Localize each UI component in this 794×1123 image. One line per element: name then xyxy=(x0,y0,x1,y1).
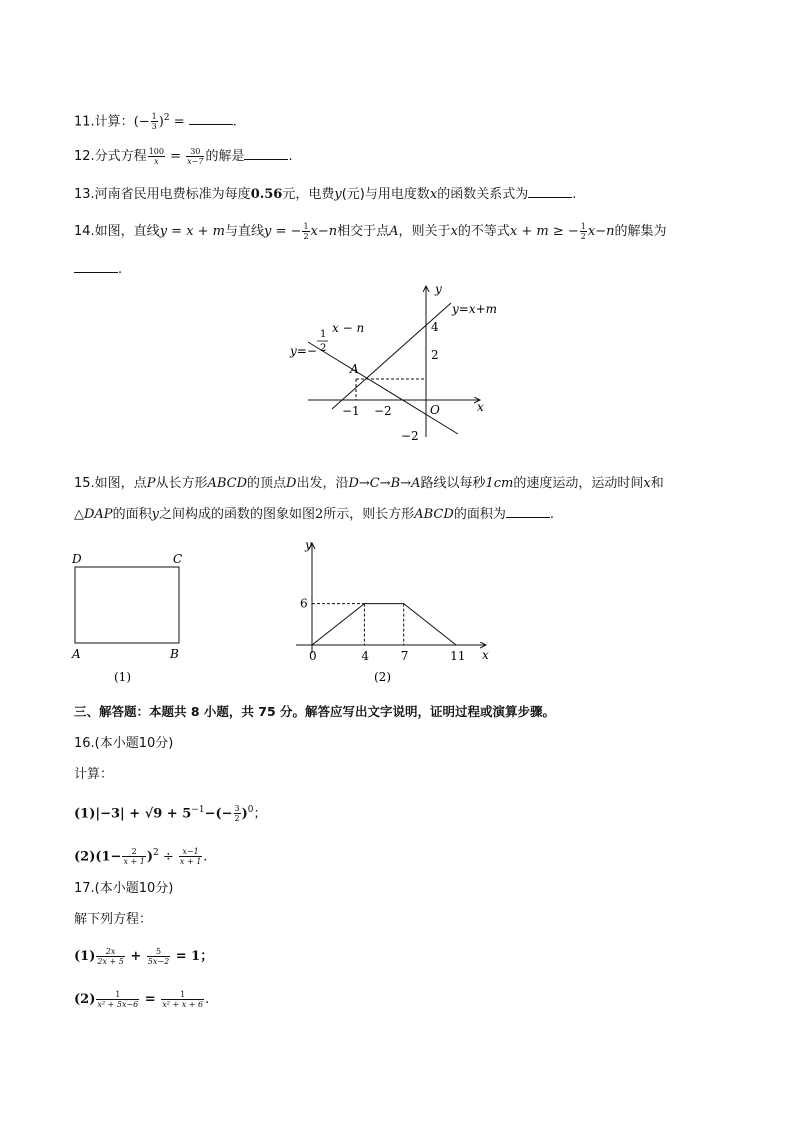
q16-p2-a: (2)(1− xyxy=(74,849,122,865)
q16-intro: 计算： xyxy=(74,767,114,782)
q11-end: . xyxy=(232,114,237,130)
q17-intro: 解下列方程： xyxy=(74,912,153,927)
fig14-origin: O xyxy=(430,403,440,417)
q17-part-1 xyxy=(74,947,213,967)
q16-p2-exponent: 2 xyxy=(152,848,159,858)
fig14-line2-label-den: 2 xyxy=(320,343,327,354)
q15-answer-blank[interactable] xyxy=(506,505,550,518)
fig14-label-x: x xyxy=(477,400,484,414)
fig15-label-b: B xyxy=(170,647,179,661)
fig14-line2-label-a: y=− xyxy=(290,344,317,358)
fig14-point-a: A xyxy=(350,362,359,376)
question-11 xyxy=(74,108,237,132)
q17-p2-num2: 1 xyxy=(161,990,204,1000)
q13-end: . xyxy=(572,187,577,202)
q16-p2-end: . xyxy=(203,849,208,865)
q11-frac-den: 3 xyxy=(151,122,157,132)
q12-rhs-num: 30 xyxy=(186,147,204,157)
q16-p1-d: ) xyxy=(241,806,248,822)
fig14-tick-neg2-y: −2 xyxy=(401,429,419,443)
q14-ineq-fraction xyxy=(580,222,587,241)
q11-fraction xyxy=(151,112,158,131)
q16-part-1 xyxy=(74,800,267,824)
q11-expr-close: ) xyxy=(158,114,164,130)
q12-answer-blank[interactable] xyxy=(244,147,288,160)
q13-var-x: x xyxy=(429,187,438,202)
fig14-label-y: y xyxy=(435,282,442,296)
q13-price: 0.56 xyxy=(250,187,283,202)
q15-text-d: 出发，沿 xyxy=(296,476,349,491)
q13-text3: (元)与用电度数 xyxy=(341,187,430,202)
q16-p1-end: ； xyxy=(253,806,267,822)
q16-p2-den2: x + 1 xyxy=(179,857,202,867)
q17-p2-fraction-1 xyxy=(96,990,139,1009)
q17-p1-fraction-2 xyxy=(147,947,170,966)
q11-equals: = xyxy=(169,114,189,130)
q15-text-g: 和 xyxy=(650,476,664,491)
question-14-cont xyxy=(74,260,122,280)
fig15b-label-y: y xyxy=(305,538,312,552)
q12-rhs-den: x−7 xyxy=(187,157,204,166)
fig15-label-a: A xyxy=(72,647,81,661)
fig15-caption-1: (1) xyxy=(114,670,131,684)
question-15-line2 xyxy=(74,505,554,525)
q15-text-c: 的顶点 xyxy=(247,476,287,491)
q14-text3: 相交于点 xyxy=(337,224,390,239)
q16-p1-c: −(− xyxy=(204,806,233,822)
fig15-label-c: C xyxy=(173,552,183,566)
q14-point-a: A xyxy=(389,224,399,239)
q16-p1-b: + 5 xyxy=(162,806,192,822)
question-13 xyxy=(74,185,576,205)
q14-line2-eq-a: y = − xyxy=(264,224,302,239)
q17-p1-fraction-1 xyxy=(96,947,124,966)
q17-p1-a: (1) xyxy=(74,949,96,964)
fig15-rectangle xyxy=(75,567,179,643)
q15-point-d: D xyxy=(286,476,297,491)
q17-p1-c: = 1； xyxy=(171,949,214,964)
q17-p2-end: . xyxy=(205,992,210,1007)
q17-p1-num2: 5 xyxy=(147,947,170,957)
q16-p1-sqrt: √9 xyxy=(144,806,163,822)
q15-triangle-symbol: △ xyxy=(74,507,84,522)
fig15b-series-line xyxy=(312,604,456,645)
q15-rect-name-2: ABCD xyxy=(414,507,454,522)
q11-prefix: 11.计算： xyxy=(74,114,134,130)
q15-text-k: 的面积为 xyxy=(453,507,506,522)
q14-ineq-a: x + m ≥ − xyxy=(509,224,579,239)
figure-15-graph xyxy=(290,535,500,690)
q15-text-e: 路线以每秒 xyxy=(420,476,486,491)
q16-p2-fraction-1 xyxy=(122,847,145,866)
q14-line2-fraction xyxy=(302,222,309,241)
fig15-label-d: D xyxy=(72,552,82,566)
q16-p1-den: 2 xyxy=(234,814,240,824)
q15-point-p: P xyxy=(146,476,156,491)
q14-text1: 14.如图，直线 xyxy=(74,224,160,239)
q16-p2-den1: x + 1 xyxy=(123,857,145,867)
q17-p1-den1: 2x + 5 xyxy=(97,957,124,966)
q17-p1-plus: + xyxy=(125,949,146,964)
q13-text1: 13.河南省民用电费标准为每度 xyxy=(74,187,251,202)
q17-p2-num1: 1 xyxy=(96,990,139,1000)
q12-lhs-num: 100 xyxy=(148,147,164,156)
q14-ineq-b: x−n xyxy=(587,224,615,239)
q14-line2-eq-b: x−n xyxy=(310,224,338,239)
q13-text4: 的函数关系式为 xyxy=(437,187,529,202)
q11-answer-blank[interactable] xyxy=(189,112,233,125)
q11-frac-num: 1 xyxy=(151,112,157,122)
q16-p2-b: ) xyxy=(146,849,153,865)
fig15b-tick-x0: 0 xyxy=(309,649,317,663)
q14-ineq-frac-den: 2 xyxy=(580,232,586,241)
q12-lhs-den: x xyxy=(154,157,159,166)
q17-p2-fraction-2 xyxy=(161,990,204,1009)
q16-p2-num2: x−1 xyxy=(179,847,202,857)
q15-text-i: 之间构成的函数的图象如图 xyxy=(158,507,315,522)
q14-ineq-frac-num: 1 xyxy=(580,222,586,231)
q14-text5: 的不等式 xyxy=(457,224,510,239)
q14-end: . xyxy=(118,262,123,277)
fig14-tick-neg1: −1 xyxy=(342,404,360,418)
fig15b-tick-x11: 11 xyxy=(450,649,466,663)
q12-lhs-fraction xyxy=(148,147,165,166)
q15-path: D→C→B→A xyxy=(348,476,421,491)
q17-title: 17.(本小题10分) xyxy=(74,881,174,896)
q14-text2: 与直线 xyxy=(225,224,265,239)
q13-var-y: y xyxy=(334,187,342,202)
q16-p1-exponent: −1 xyxy=(191,805,205,815)
question-14 xyxy=(74,222,667,242)
q16-p1-num: 3 xyxy=(234,804,240,814)
q14-text4: ，则关于 xyxy=(398,224,451,239)
q17-p1-den2: 5x−2 xyxy=(147,957,170,966)
q16-p2-div: ÷ xyxy=(158,849,178,865)
q17-p2-den2: x² + x + 6 xyxy=(162,1000,204,1009)
fig14-line1-label: y=x+m xyxy=(452,302,498,316)
fig14-tick-neg2-x: −2 xyxy=(374,404,392,418)
q12-suffix: 的解是 xyxy=(205,149,245,164)
q16-title: 16.(本小题10分) xyxy=(74,736,174,751)
fig15b-tick-x4: 4 xyxy=(361,649,370,663)
fig15b-label-x: x xyxy=(482,648,489,662)
q16-p2-num1: 2 xyxy=(122,847,145,857)
q17-p2-equals: = xyxy=(140,992,161,1007)
fig15b-tick-y6: 6 xyxy=(300,596,308,611)
fig14-line2-label-num: 1 xyxy=(320,329,327,340)
q15-rect-name: ABCD xyxy=(207,476,248,491)
q14-answer-blank[interactable] xyxy=(74,260,118,273)
q16-p1-a: (1)|−3| + xyxy=(74,806,145,822)
q15-var-y: y xyxy=(151,507,159,522)
q17-p2-den1: x² + 5x−6 xyxy=(97,1000,139,1009)
q14-frac-num: 1 xyxy=(303,222,309,231)
q15-fig-num: 2 xyxy=(314,507,324,522)
section-3-heading: 三、解答题：本题共 8 小题，共 75 分。解答应写出文字说明，证明过程或演算步骤。 xyxy=(74,704,556,719)
figure-15-rect xyxy=(66,548,196,688)
q14-line1-eq: y = x + m xyxy=(159,224,226,239)
q17-p1-num1: 2x xyxy=(96,947,124,957)
q16-p1-exponent-0: 0 xyxy=(247,805,254,815)
q14-var-x: x xyxy=(450,224,458,239)
q14-frac-den: 2 xyxy=(303,232,309,241)
q15-end: . xyxy=(549,507,554,522)
q16-part-2 xyxy=(74,843,207,867)
q15-text-f: 的速度运动，运动时间 xyxy=(513,476,644,491)
q12-end: . xyxy=(288,149,293,164)
q17-part-2 xyxy=(74,990,209,1010)
q16-p2-fraction-2 xyxy=(179,847,202,866)
q14-text6: 的解集为 xyxy=(614,224,667,239)
q11-exponent: 2 xyxy=(163,113,170,123)
fig14-tick-4: 4 xyxy=(431,320,439,334)
q15-text-h: 的面积 xyxy=(112,507,152,522)
q13-text2: 元，电费 xyxy=(282,187,335,202)
fig14-tick-2: 2 xyxy=(431,348,439,362)
q12-rhs-fraction xyxy=(186,147,204,166)
fig15b-tick-x7: 7 xyxy=(400,649,409,663)
q15-triangle-name: DAP xyxy=(84,507,113,522)
q11-expr-open: (− xyxy=(133,114,150,130)
q15-text-j: 所示，则长方形 xyxy=(323,507,415,522)
q15-speed: 1cm xyxy=(485,476,514,491)
question-15-line1 xyxy=(74,474,664,494)
q15-var-x: x xyxy=(643,476,651,491)
q12-equals: = xyxy=(165,149,186,164)
q16-p1-fraction xyxy=(234,804,241,823)
q15-text-b: 从长方形 xyxy=(155,476,208,491)
q13-answer-blank[interactable] xyxy=(528,185,572,198)
question-12 xyxy=(74,147,293,167)
figure-14 xyxy=(280,280,520,445)
fig15-caption-2: (2) xyxy=(374,670,391,684)
q12-prefix: 12.分式方程 xyxy=(74,149,147,164)
fig14-line2-label-b: x − n xyxy=(332,321,365,335)
q17-p2-a: (2) xyxy=(74,992,96,1007)
q15-text-a: 15.如图，点 xyxy=(74,476,147,491)
